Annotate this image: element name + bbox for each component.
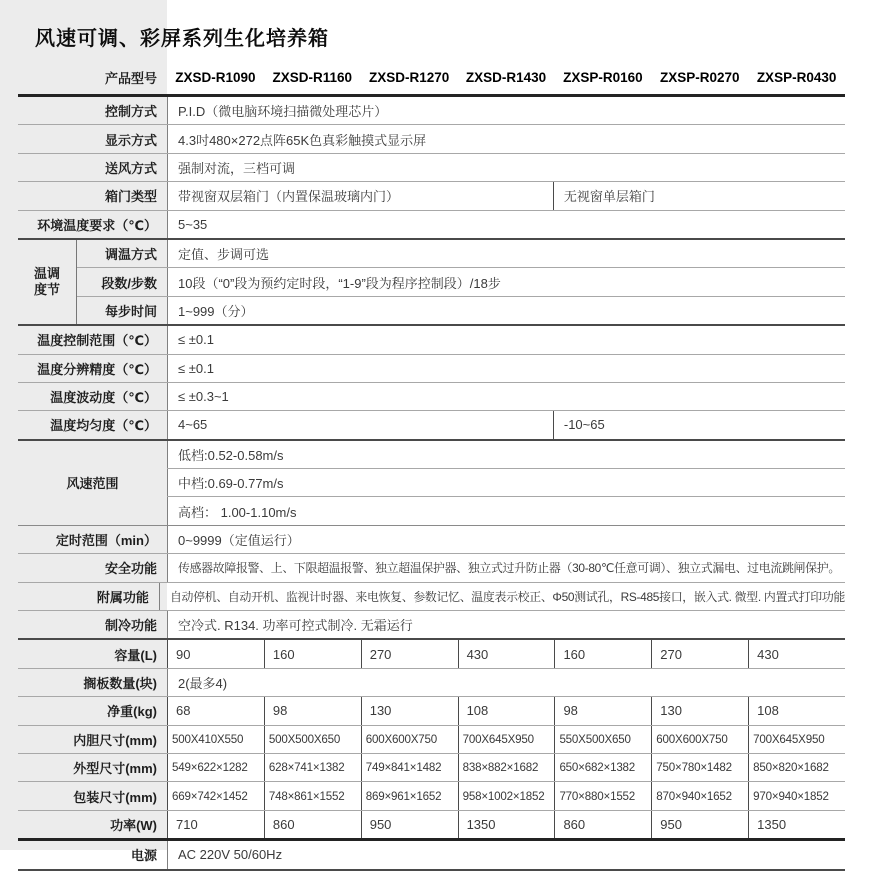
model-name: ZXSD-R1270 <box>369 69 450 85</box>
row-value: 强制对流，三档可调 <box>167 154 845 181</box>
row-value: 高档： 1.00-1.10m/s <box>167 497 845 524</box>
cell-value: 950 <box>361 811 458 838</box>
row-label: 温度均匀度（℃） <box>50 418 157 434</box>
row-net-weight <box>18 697 845 725</box>
row-value: 空冷式. R134. 功率可控式制冷. 无霜运行 <box>167 611 845 638</box>
cell-value: 90 <box>167 640 264 667</box>
group-label <box>18 240 77 324</box>
row-segments-steps <box>77 268 845 296</box>
row-control-mode <box>18 97 845 125</box>
row-outer-size <box>18 754 845 782</box>
row-label: 控制方式 <box>104 104 157 120</box>
group-label-line: 度节 <box>33 282 60 298</box>
row-value: 4.3吋480×272点阵65K色真彩触摸式显示屏 <box>167 125 845 152</box>
cell-value: 749×841×1482 <box>361 754 458 781</box>
row-label: 调温方式 <box>104 247 157 263</box>
row-cells <box>167 640 845 667</box>
row-value: AC 220V 50/60Hz <box>167 841 845 868</box>
row-ambient-temp <box>18 211 845 240</box>
spec-table <box>18 60 845 871</box>
row-wind-high <box>167 497 845 524</box>
cell-value: 549×622×1282 <box>167 754 264 781</box>
row-value: ≤ ±0.1 <box>167 355 845 382</box>
row-label: 安全功能 <box>104 561 157 577</box>
row-label: 每步时间 <box>104 303 157 319</box>
row-cells <box>167 811 845 838</box>
row-label: 功率(W) <box>110 817 157 833</box>
cell-value: 750×780×1482 <box>651 754 748 781</box>
cell-value: 108 <box>748 697 845 724</box>
model-name: ZXSD-R1090 <box>175 69 256 85</box>
row-cells <box>167 754 845 781</box>
cell-value: 700X645X950 <box>748 726 845 753</box>
row-value: 定值、步调可选 <box>167 240 845 267</box>
row-value-zxsd: 带视窗双层箱门（内置保温玻璃内门） <box>167 182 553 209</box>
row-label: 容量(L) <box>114 647 157 663</box>
row-value: 2(最多4) <box>167 669 845 696</box>
row-label: 箱门类型 <box>104 189 157 205</box>
model-name: ZXSD-R1430 <box>465 69 547 85</box>
cell-value: 850×820×1682 <box>748 754 845 781</box>
row-value: 10段（“0”段为预约定时段，“1-9”段为程序控制段）/18步 <box>167 268 845 295</box>
row-timer-range <box>18 526 845 554</box>
row-value: 低档:0.52-0.58m/s <box>167 441 845 468</box>
row-cells <box>167 782 845 809</box>
group-wind-speed <box>18 441 845 526</box>
row-label: 定时范围（min） <box>55 533 157 549</box>
row-value: 中档:0.69-0.77m/s <box>167 469 845 496</box>
row-power <box>18 811 845 841</box>
group-label-line: 温调 <box>33 265 60 281</box>
cell-value: 550X500X650 <box>554 726 651 753</box>
group-body <box>167 441 845 525</box>
row-label: 温度控制范围（℃） <box>37 333 157 349</box>
cell-value: 669×742×1452 <box>167 782 264 809</box>
cell-value: 970×940×1852 <box>748 782 845 809</box>
row-value: ≤ ±0.1 <box>167 326 845 353</box>
cell-value: 650×682×1382 <box>554 754 651 781</box>
row-label: 内胆尺寸(mm) <box>73 732 157 748</box>
cell-value: 430 <box>748 640 845 667</box>
row-label: 电源 <box>130 848 157 864</box>
cell-value: 130 <box>651 697 748 724</box>
row-temp-resolution <box>18 355 845 383</box>
row-label: 搁板数量(块) <box>83 676 157 691</box>
row-label: 制冷功能 <box>104 618 157 634</box>
cell-value: 600X600X750 <box>361 726 458 753</box>
cell-value: 860 <box>264 811 361 838</box>
row-air-supply <box>18 154 845 182</box>
row-display-mode <box>18 125 845 153</box>
model-columns <box>167 70 845 85</box>
model-name: ZXSD-R1160 <box>272 69 353 85</box>
row-label: 送风方式 <box>104 160 157 176</box>
row-capacity <box>18 640 845 668</box>
row-label: 环境温度要求（℃） <box>37 217 157 233</box>
cell-value: 870×940×1652 <box>651 782 748 809</box>
model-name: ZXSP-R0160 <box>563 69 643 85</box>
row-door-type <box>18 182 845 210</box>
row-cells <box>167 726 845 753</box>
row-label: 附属功能 <box>96 589 149 605</box>
cell-value: 860 <box>554 811 651 838</box>
row-temp-uniformity <box>18 411 845 440</box>
cell-value: 710 <box>167 811 264 838</box>
row-value: 5~35 <box>167 211 845 238</box>
cell-value: 600X600X750 <box>651 726 748 753</box>
row-label: 段数/步数 <box>101 275 157 291</box>
row-accessory <box>18 583 845 611</box>
row-safety <box>18 554 845 582</box>
row-wind-low <box>167 441 845 469</box>
group-temp-adjust <box>18 240 845 326</box>
cell-value: 869×961×1652 <box>361 782 458 809</box>
cell-value: 838×882×1682 <box>458 754 555 781</box>
split-values <box>167 182 845 209</box>
cell-value: 1350 <box>748 811 845 838</box>
row-shelves <box>18 669 845 697</box>
table-header-row <box>18 60 845 97</box>
cell-value: 500X410X550 <box>167 726 264 753</box>
row-wind-mid <box>167 469 845 497</box>
page-title: 风速可调、彩屏系列生化培养箱 <box>35 28 329 50</box>
split-values <box>167 411 845 438</box>
cell-value: 270 <box>361 640 458 667</box>
row-label: 净重(kg) <box>107 704 157 720</box>
row-label: 温度波动度（℃） <box>50 390 157 406</box>
row-value-zxsp: -10~65 <box>553 411 845 438</box>
cell-value: 98 <box>264 697 361 724</box>
cell-value: 98 <box>554 697 651 724</box>
row-temp-fluctuation <box>18 383 845 411</box>
cell-value: 770×880×1552 <box>554 782 651 809</box>
row-value: 自动停机、自动开机、监视计时器、来电恢复、参数记忆、温度表示校正、Φ50测试孔，RS-485接口，嵌入式. 微型. 内置式打印功能 <box>159 583 845 610</box>
row-value-zxsp: 无视窗单层箱门 <box>553 182 845 209</box>
header-label: 产品型号 <box>104 70 157 86</box>
row-value: 1~999（分） <box>167 297 845 324</box>
row-temp-set-mode <box>77 240 845 268</box>
cell-value: 68 <box>167 697 264 724</box>
row-temp-control-range <box>18 326 845 354</box>
cell-value: 958×1002×1852 <box>458 782 555 809</box>
row-value: 0~9999（定值运行） <box>167 526 845 553</box>
row-value-zxsd: 4~65 <box>167 411 553 438</box>
group-label: 风速范围 <box>66 476 119 492</box>
row-value: 传感器故障报警、上、下限超温报警、独立超温保护器、独立式过升防止器（30-80℃任意可调）、独立式漏电、过电流跳闸保护。 <box>167 554 845 581</box>
model-name: ZXSP-R0430 <box>756 69 837 85</box>
row-label: 温度分辨精度（℃） <box>37 361 157 377</box>
row-package-size <box>18 782 845 810</box>
row-step-time <box>77 297 845 324</box>
cell-value: 160 <box>554 640 651 667</box>
cell-value: 160 <box>264 640 361 667</box>
group-body <box>77 240 845 324</box>
row-cooling <box>18 611 845 640</box>
row-cells <box>167 697 845 724</box>
row-label: 包装尺寸(mm) <box>73 789 157 805</box>
row-label: 外型尺寸(mm) <box>73 761 157 777</box>
cell-value: 500X500X650 <box>264 726 361 753</box>
row-label: 显示方式 <box>104 132 157 148</box>
row-inner-size <box>18 726 845 754</box>
row-power-supply <box>18 841 845 870</box>
cell-value: 270 <box>651 640 748 667</box>
row-value: P.I.D（微电脑环境扫描微处理芯片） <box>167 97 845 124</box>
cell-value: 950 <box>651 811 748 838</box>
model-name: ZXSP-R0270 <box>659 69 740 85</box>
cell-value: 628×741×1382 <box>264 754 361 781</box>
row-value: ≤ ±0.3~1 <box>167 383 845 410</box>
cell-value: 130 <box>361 697 458 724</box>
cell-value: 1350 <box>458 811 555 838</box>
cell-value: 108 <box>458 697 555 724</box>
cell-value: 700X645X950 <box>458 726 555 753</box>
cell-value: 430 <box>458 640 555 667</box>
cell-value: 748×861×1552 <box>264 782 361 809</box>
